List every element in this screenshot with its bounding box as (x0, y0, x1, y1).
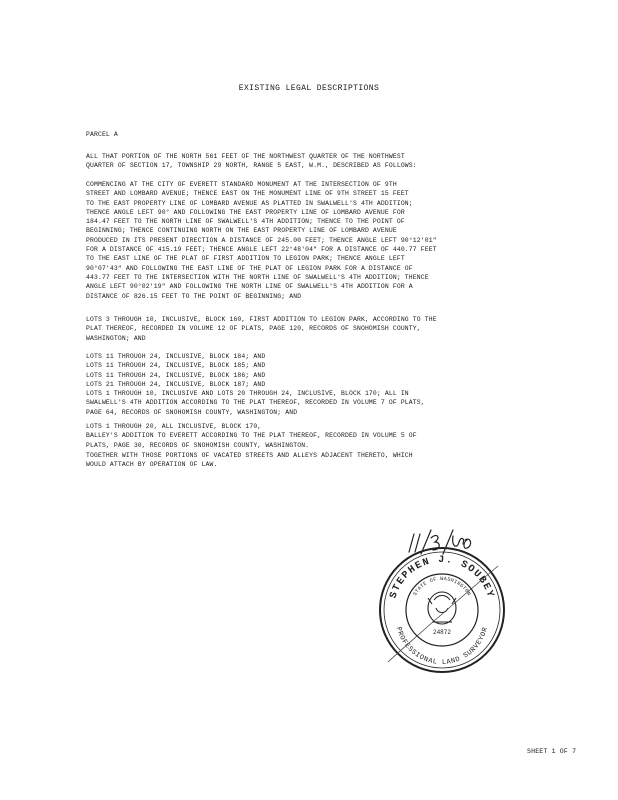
svg-text:STATE OF WASHINGTON (412, 576, 472, 597)
legal-paragraph-5: LOTS 1 THROUGH 20, ALL INCLUSIVE, BLOCK 170, BALLEY'S ADDITION TO EVERETT ACCORDING TO THE PLAT THEREOF, RECORDED IN VOLUME 5 OF PLATS, PAGE 30, RECORDS OF SNOHOMISH COUNTY, WASHINGTON. (86, 423, 417, 449)
document-title: EXISTING LEGAL DESCRIPTIONS (238, 84, 380, 93)
page-identifier: SHEET 1 OF 7 (527, 748, 577, 755)
legal-paragraph-4: LOTS 11 THROUGH 24, INCLUSIVE, BLOCK 184; AND LOTS 11 THROUGH 24, INCLUSIVE, BLOCK 185; AND LOTS 11 THROUGH 24, INCLUSIVE, BLOCK 186; AND LOTS 21 THROUGH 24, INCLUSIVE, BLOCK 187; AND LOTS 1 THROUGH 10, INCLUSIVE AND LOTS 20 THROUGH 24, INCLUSIVE, BLOCK 170; ALL IN SWALWELL'S 4TH ADDITION ACCORDING TO THE PLAT THEREOF, RECORDED IN VOLUME 7 OF PLATS, PAGE 64, RECORDS OF SNOHOMISH COUNTY, WASHINGTON; AND (86, 353, 425, 416)
legal-paragraph-1: ALL THAT PORTION OF THE NORTH 561 FEET OF THE NORTHWEST QUARTER OF THE NORTHWEST QUARTER OF SECTION 17, TOWNSHIP 29 NORTH, RANGE 5 EAST, W.M., DESCRIBED AS FOLLOWS: (86, 153, 417, 170)
legal-paragraph-6: TOGETHER WITH THOSE PORTIONS OF VACATED STREETS AND ALLEYS ADJACENT THERETO, WHICH WOULD ATTACH BY OPERATION OF LAW. (86, 452, 413, 469)
legal-paragraph-2: COMMENCING AT THE CITY OF EVERETT STANDARD MONUMENT AT THE INTERSECTION OF 9TH STREET AND LOMBARD AVENUE; THENCE EAST ON THE MONUMENT LINE OF 9TH STREET 15 FEET TO THE EAST PROPERTY LINE OF LOMBARD AVENUE AS PLATTED IN SWALWELL'S 4TH ADDITION; THENCE ANGLE LEFT 90° AND FOLLOWING THE EAST PROPERTY LINE OF LOMBARD AVENUE FOR 184.47 FEET TO THE NORTH LINE OF SWALWELL'S 4TH ADDITION; THENCE TO THE POINT OF BEGINNING; THENCE CONTINUING NORTH ON THE EAST PROPERTY LINE OF LOMBARD AVENUE PRODUCED IN ITS PRESENT DIRECTION A DISTANCE OF 245.00 FEET; THENCE ANGLE LEFT 90°12'01" FOR A DISTANCE OF 415.19 FEET; THENCE ANGLE LEFT 22°48'04" FOR A DISTANCE OF 440.77 FEET TO THE EAST LINE OF THE PLAT OF FIRST ADDITION TO LEGION PARK; THENCE ANGLE LEFT 90°07'43" AND FOLLOWING THE EAST LINE OF THE PLAT OF LEGION PARK FOR A DISTANCE OF 443.77 FEET TO THE INTERSECTION WITH THE NORTH LINE OF SWALWELL'S 4TH ADDITION; THENCE ANGLE LEFT 90°02'19" AND FOLLOWING THE NORTH LINE OF SWALWELL'S 4TH ADDITION FOR A DISTANCE OF 826.15 FEET TO THE POINT OF BEGINNING; AND (86, 181, 437, 300)
parcel-heading: PARCEL A (86, 131, 118, 138)
seal-profession: PROFESSIONAL LAND SURVEYOR (394, 626, 490, 668)
seal-emblem (428, 592, 456, 624)
surveyor-seal (374, 542, 510, 678)
seal-state: STATE OF WASHINGTON (412, 576, 472, 597)
seal-registration: 24872 (432, 629, 452, 636)
seal-name: STEPHEN J. SOUBEY (388, 555, 496, 600)
legal-paragraph-3: LOTS 3 THROUGH 10, INCLUSIVE, BLOCK 160, FIRST ADDITION TO LEGION PARK, ACCORDING TO THE PLAT THEREOF, RECORDED IN VOLUME 12 OF PLATS, PAGE 120, RECORDS OF SNOHOMISH COUNTY, WASHINGTON; AND (86, 316, 437, 342)
